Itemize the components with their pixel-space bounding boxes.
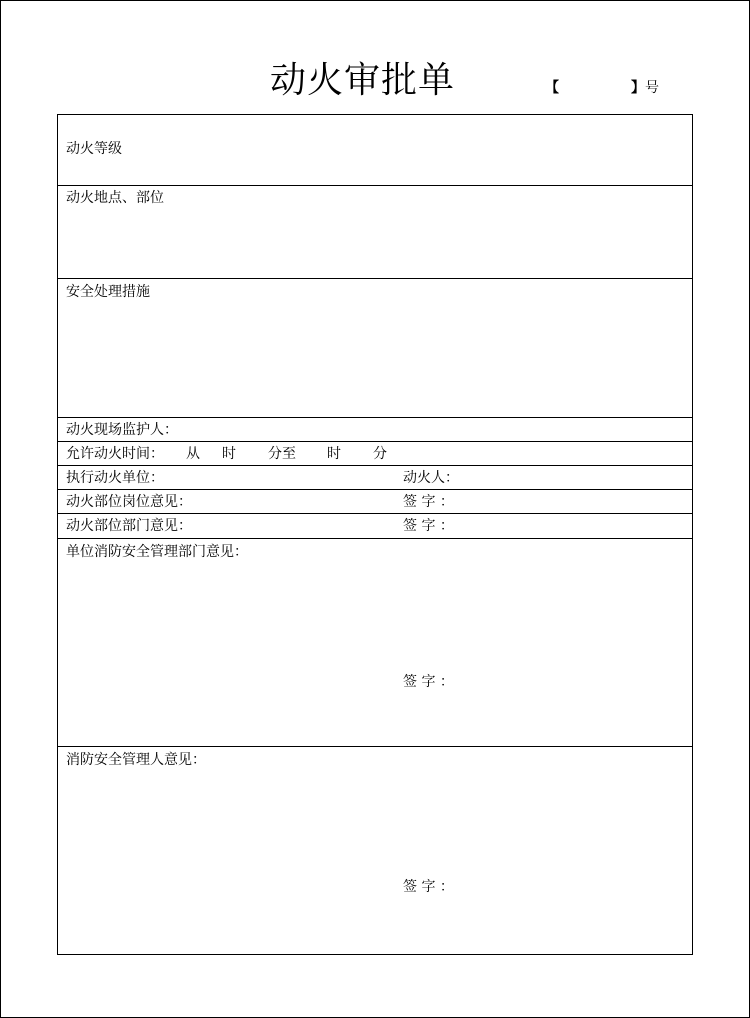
fire-location-label: 动火地点、部位 [66, 190, 164, 206]
time-hour-2: 时 [327, 446, 341, 462]
exec-unit-label: 执行动火单位： [66, 470, 164, 486]
approval-form-table [57, 114, 693, 955]
post-sign-label: 签 字 ： [403, 494, 454, 510]
safety-measures-label: 安全处理措施 [66, 284, 150, 300]
row-dept-opinion[interactable] [58, 514, 692, 539]
number-close-bracket: 】 [631, 80, 645, 96]
row-fire-location[interactable] [58, 186, 692, 279]
row-fire-manager-opinion[interactable] [58, 747, 692, 954]
number-suffix: 号 [645, 80, 659, 96]
form-number [545, 78, 665, 98]
time-minute-to: 分至 [268, 446, 296, 462]
dept-sign-label: 签 字 ： [403, 518, 454, 534]
fire-manager-sign-label: 签 字 ： [403, 879, 454, 895]
row-allowed-time[interactable] [58, 442, 692, 466]
row-fire-level[interactable] [58, 115, 692, 186]
fire-manager-opinion-label: 消防安全管理人意见： [66, 752, 206, 768]
operator-label: 动火人： [403, 470, 459, 486]
post-opinion-label: 动火部位岗位意见： [66, 494, 192, 510]
page-title: 动火审批单 [270, 60, 456, 101]
row-safety-measures[interactable] [58, 279, 692, 418]
row-post-opinion[interactable] [58, 490, 692, 514]
allowed-time-title: 允许动火时间： [66, 446, 164, 462]
row-site-supervisor[interactable] [58, 418, 692, 442]
row-exec-unit[interactable] [58, 466, 692, 490]
number-open-bracket: 【 [545, 80, 559, 96]
fire-dept-opinion-label: 单位消防安全管理部门意见： [66, 544, 248, 560]
row-fire-dept-opinion[interactable] [58, 539, 692, 747]
time-hour-1: 时 [222, 446, 236, 462]
site-supervisor-label: 动火现场监护人： [66, 422, 178, 438]
time-from: 从 [186, 446, 200, 462]
fire-dept-sign-label: 签 字 ： [403, 674, 454, 690]
fire-level-label: 动火等级 [66, 141, 122, 157]
dept-opinion-label: 动火部位部门意见： [66, 518, 192, 534]
allowed-time-label [66, 444, 387, 464]
time-minute-2: 分 [373, 446, 387, 462]
